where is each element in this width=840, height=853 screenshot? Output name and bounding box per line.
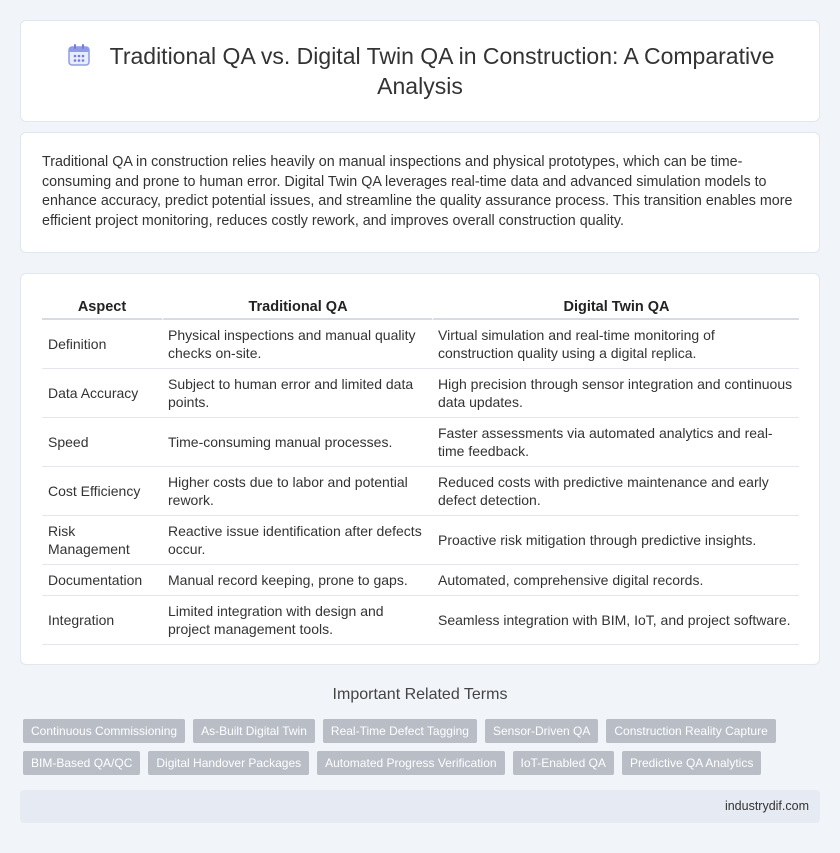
comparison-table-card (20, 273, 820, 665)
table-row (42, 320, 799, 369)
table-row (42, 565, 799, 596)
cell-traditional: Subject to human error and limited data points. (162, 369, 432, 418)
page-title (51, 41, 789, 101)
cell-traditional: Higher costs due to labor and potential rework. (162, 467, 432, 516)
cell-digital-twin: Seamless integration with BIM, IoT, and project software. (432, 596, 799, 645)
footer (20, 790, 820, 823)
intro-card (20, 132, 820, 253)
related-term-tag[interactable]: Construction Reality Capture (606, 719, 775, 743)
related-term-tag[interactable]: Automated Progress Verification (317, 751, 504, 775)
intro-paragraph: Traditional QA in construction relies heavily on manual inspections and physical prototypes, which can be time-consuming and prone to human error. Digital Twin QA leverages real-time data and advanced simulation models to enhance accuracy, predict potential issues, and streamline the quality assurance process. This transition enables more efficient project monitoring, reduces costly rework, and improves overall construction quality. (42, 154, 793, 229)
cell-aspect: Integration (42, 596, 162, 645)
table-row (42, 467, 799, 516)
cell-digital-twin: Proactive risk mitigation through predictive insights. (432, 516, 799, 565)
header-traditional-qa: Traditional QA (162, 296, 432, 320)
cell-traditional: Manual record keeping, prone to gaps. (162, 565, 432, 596)
header-aspect: Aspect (42, 296, 162, 320)
cell-traditional: Time-consuming manual processes. (162, 418, 432, 467)
comparison-table (42, 296, 799, 645)
cell-aspect: Documentation (42, 565, 162, 596)
related-term-tag[interactable]: IoT-Enabled QA (513, 751, 614, 775)
cell-traditional: Limited integration with design and project management tools. (162, 596, 432, 645)
cell-aspect: Data Accuracy (42, 369, 162, 418)
related-term-tag[interactable]: As-Built Digital Twin (193, 719, 315, 743)
table-header-row (42, 296, 799, 320)
cell-digital-twin: Faster assessments via automated analytics and real-time feedback. (432, 418, 799, 467)
header-digital-twin-qa: Digital Twin QA (432, 296, 799, 320)
related-terms-title: Important Related Terms (332, 686, 508, 703)
calendar-icon (66, 42, 92, 68)
related-term-tag[interactable]: Digital Handover Packages (148, 751, 309, 775)
cell-traditional: Physical inspections and manual quality checks on-site. (162, 320, 432, 369)
cell-digital-twin: High precision through sensor integration and continuous data updates. (432, 369, 799, 418)
related-term-tag[interactable]: BIM-Based QA/QC (23, 751, 140, 775)
cell-digital-twin: Virtual simulation and real-time monitoring of construction quality using a digital replica. (432, 320, 799, 369)
table-row (42, 369, 799, 418)
related-term-tag[interactable]: Real-Time Defect Tagging (323, 719, 477, 743)
table-row (42, 418, 799, 467)
page-title-text: Traditional QA vs. Digital Twin QA in Construction: A Comparative Analysis (109, 43, 775, 99)
cell-digital-twin: Reduced costs with predictive maintenance and early defect detection. (432, 467, 799, 516)
header-card (20, 20, 820, 122)
related-terms-list (23, 719, 823, 775)
related-term-tag[interactable]: Predictive QA Analytics (622, 751, 761, 775)
cell-traditional: Reactive issue identification after defects occur. (162, 516, 432, 565)
cell-digital-twin: Automated, comprehensive digital records. (432, 565, 799, 596)
cell-aspect: Definition (42, 320, 162, 369)
cell-aspect: Risk Management (42, 516, 162, 565)
table-row (42, 516, 799, 565)
related-term-tag[interactable]: Sensor-Driven QA (485, 719, 598, 743)
cell-aspect: Cost Efficiency (42, 467, 162, 516)
cell-aspect: Speed (42, 418, 162, 467)
table-row (42, 596, 799, 645)
related-term-tag[interactable]: Continuous Commissioning (23, 719, 185, 743)
footer-site-link[interactable]: industrydif.com (724, 799, 809, 813)
